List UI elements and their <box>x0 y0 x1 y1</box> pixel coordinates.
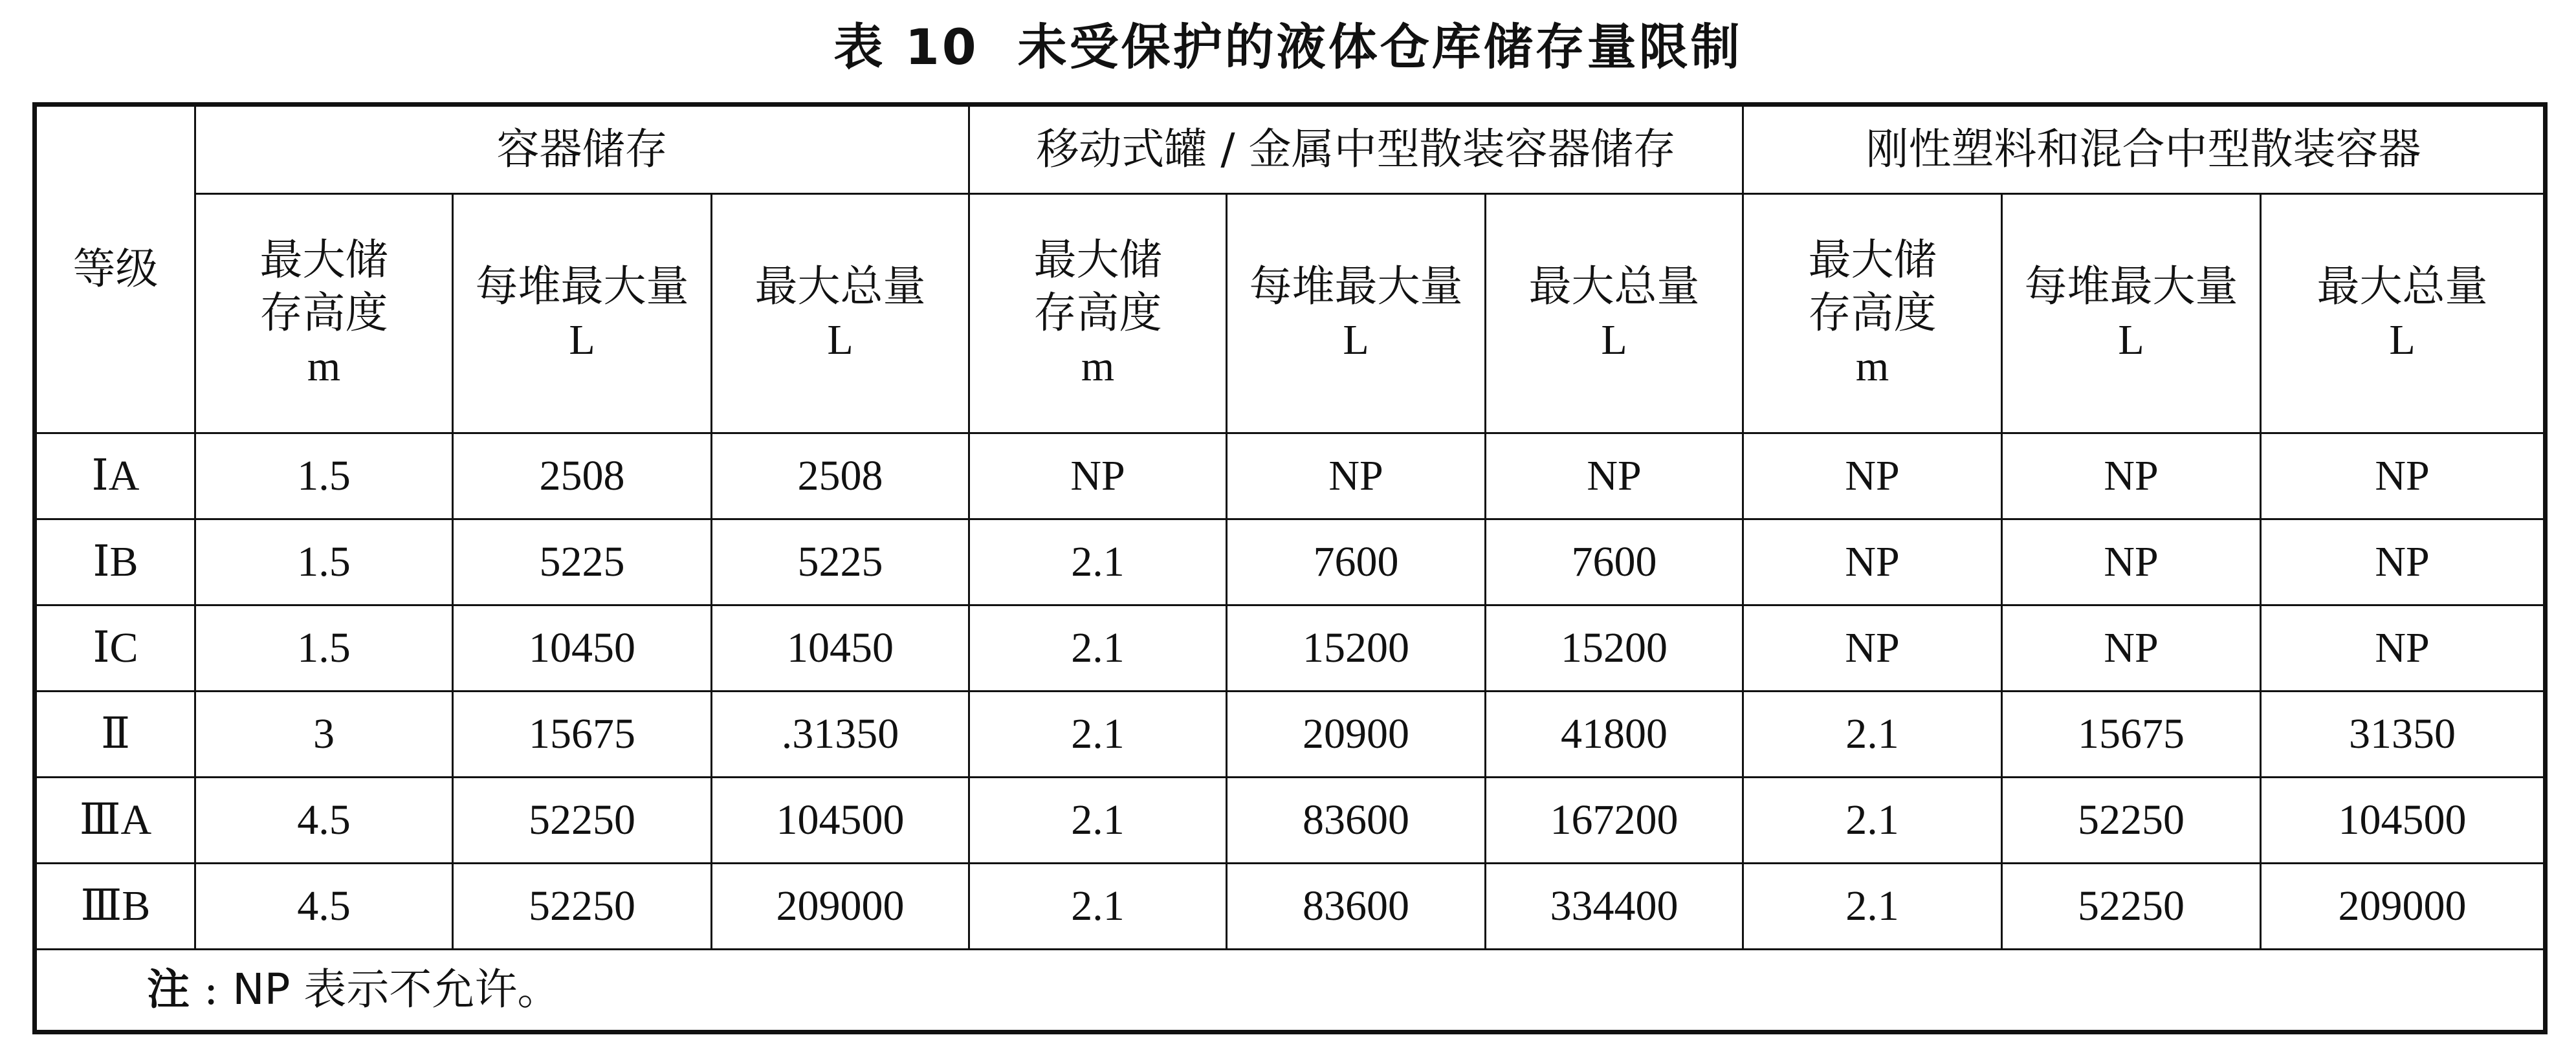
value-cell: 209000 <box>712 864 969 950</box>
value-cell: 52250 <box>453 864 712 950</box>
value-cell: 31350 <box>2261 692 2546 778</box>
subheader-pile-max: 每堆最大量 L <box>2002 194 2261 433</box>
group-header-container: 容器储存 <box>195 105 969 194</box>
value-cell: 2.1 <box>1743 864 2002 950</box>
value-cell: 104500 <box>712 778 969 864</box>
value-cell: 2.1 <box>969 778 1227 864</box>
value-cell: 3 <box>195 692 453 778</box>
value-cell: NP <box>1743 519 2002 605</box>
value-cell: NP <box>2002 605 2261 692</box>
value-cell: 5225 <box>453 519 712 605</box>
table-caption <box>0 12 2576 83</box>
value-cell: 83600 <box>1227 778 1486 864</box>
table-title: 未受保护的液体仓库储存量限制 <box>1017 18 1743 76</box>
table-row <box>35 692 2546 778</box>
value-cell: 10450 <box>712 605 969 692</box>
value-cell: 7600 <box>1227 519 1486 605</box>
subheader-total-max: 最大总量 L <box>1486 194 1743 433</box>
subheader-max-height: 最大储 存高度 m <box>1743 194 2002 433</box>
value-cell: 52250 <box>453 778 712 864</box>
value-cell: NP <box>969 433 1227 519</box>
value-cell: 2.1 <box>969 519 1227 605</box>
value-cell: NP <box>2002 433 2261 519</box>
value-cell: 15200 <box>1486 605 1743 692</box>
storage-limit-table <box>32 102 2548 1034</box>
value-cell: 15675 <box>453 692 712 778</box>
value-cell: 4.5 <box>195 778 453 864</box>
value-cell: 2508 <box>712 433 969 519</box>
value-cell: NP <box>2261 519 2546 605</box>
group-header-plastic: 刚性塑料和混合中型散装容器 <box>1743 105 2546 194</box>
table-row <box>35 433 2546 519</box>
value-cell: NP <box>2002 519 2261 605</box>
note-text: NP 表示不允许。 <box>232 964 560 1015</box>
value-cell: 2.1 <box>1743 692 2002 778</box>
value-cell: NP <box>1227 433 1486 519</box>
grade-cell: ⅢA <box>35 778 195 864</box>
value-cell: 52250 <box>2002 778 2261 864</box>
value-cell: 1.5 <box>195 605 453 692</box>
value-cell: 5225 <box>712 519 969 605</box>
note-colon: : <box>204 964 219 1015</box>
subheader-total-max: 最大总量 L <box>712 194 969 433</box>
value-cell: 2.1 <box>969 605 1227 692</box>
grade-cell: ⅠA <box>35 433 195 519</box>
value-cell: 334400 <box>1486 864 1743 950</box>
value-cell: 2.1 <box>969 864 1227 950</box>
value-cell: NP <box>2261 605 2546 692</box>
table-row <box>35 519 2546 605</box>
value-cell: 2.1 <box>969 692 1227 778</box>
note-row <box>35 950 2546 1032</box>
value-cell: 15675 <box>2002 692 2261 778</box>
value-cell: NP <box>1743 433 2002 519</box>
value-cell: 83600 <box>1227 864 1486 950</box>
value-cell: 1.5 <box>195 519 453 605</box>
group-header-tank: 移动式罐 / 金属中型散装容器储存 <box>969 105 1743 194</box>
value-cell: 2.1 <box>1743 778 2002 864</box>
table-row <box>35 864 2546 950</box>
table-row <box>35 605 2546 692</box>
subheader-pile-max: 每堆最大量 L <box>453 194 712 433</box>
value-cell: NP <box>1486 433 1743 519</box>
value-cell: 209000 <box>2261 864 2546 950</box>
value-cell: 41800 <box>1486 692 1743 778</box>
header-group-row <box>35 105 2546 194</box>
grade-header: 等级 <box>35 105 195 433</box>
value-cell: 52250 <box>2002 864 2261 950</box>
subheader-pile-max: 每堆最大量 L <box>1227 194 1486 433</box>
value-cell: .31350 <box>712 692 969 778</box>
value-cell: 15200 <box>1227 605 1486 692</box>
subheader-max-height: 最大储 存高度 m <box>195 194 453 433</box>
subheader-max-height: 最大储 存高度 m <box>969 194 1227 433</box>
subheader-total-max: 最大总量 L <box>2261 194 2546 433</box>
grade-cell: ⅢB <box>35 864 195 950</box>
grade-cell: ⅠB <box>35 519 195 605</box>
value-cell: 7600 <box>1486 519 1743 605</box>
value-cell: 10450 <box>453 605 712 692</box>
value-cell: 1.5 <box>195 433 453 519</box>
note-label: 注 <box>147 964 190 1015</box>
value-cell: 2508 <box>453 433 712 519</box>
value-cell: 167200 <box>1486 778 1743 864</box>
table-number: 表 10 <box>833 18 979 76</box>
table-note <box>35 950 2546 1032</box>
value-cell: 20900 <box>1227 692 1486 778</box>
value-cell: NP <box>1743 605 2002 692</box>
grade-cell: ⅠC <box>35 605 195 692</box>
header-sub-row <box>35 194 2546 433</box>
value-cell: NP <box>2261 433 2546 519</box>
value-cell: 4.5 <box>195 864 453 950</box>
value-cell: 104500 <box>2261 778 2546 864</box>
table-row <box>35 778 2546 864</box>
grade-cell: Ⅱ <box>35 692 195 778</box>
